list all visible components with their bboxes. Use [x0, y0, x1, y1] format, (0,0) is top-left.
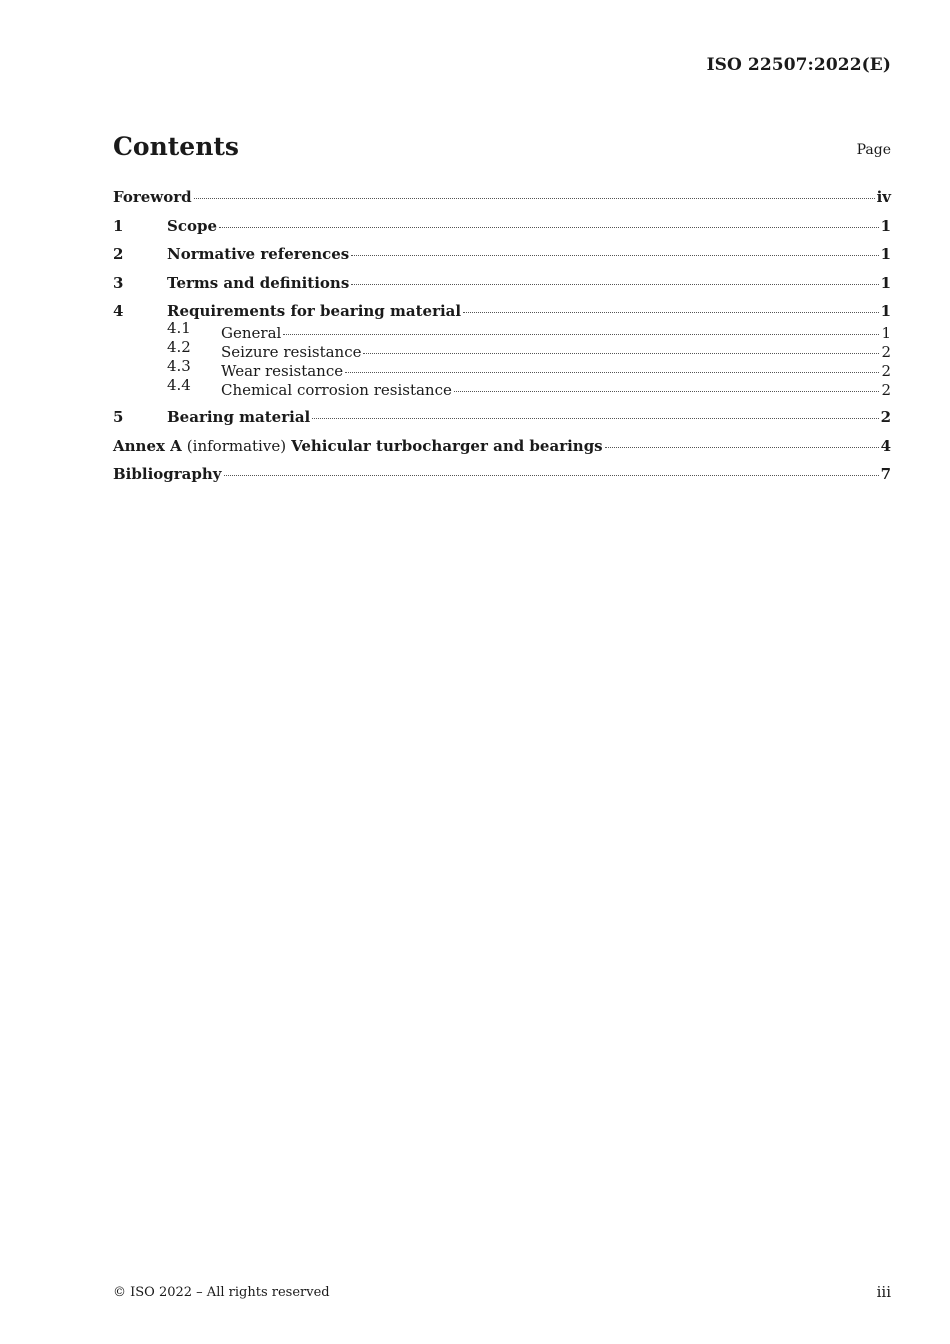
toc-entry-title: Foreword — [113, 188, 192, 206]
toc-entry-requirements[interactable] — [113, 299, 891, 321]
dot-leader — [363, 353, 879, 354]
toc-entry-title: Vehicular turbocharger and bearings — [291, 436, 603, 455]
toc-entry-number: 4 — [113, 302, 124, 321]
toc-entry-title: Terms and definitions — [167, 273, 350, 292]
toc-entry-bibliography[interactable] — [113, 462, 891, 491]
page-title: Contents — [113, 132, 240, 161]
toc-entry-foreword[interactable] — [113, 185, 891, 214]
toc-entry-page: 7 — [880, 465, 891, 484]
toc-entry-page: 2 — [880, 408, 891, 427]
dot-leader — [605, 447, 879, 448]
toc-subentry-page: 2 — [881, 342, 891, 361]
toc-entry-annex-label: Annex A — [113, 436, 182, 455]
dot-leader — [345, 372, 879, 373]
copyright-notice: © ISO 2022 – All rights reserved — [113, 1285, 330, 1300]
toc-entry-title: Bearing material — [167, 408, 311, 427]
toc-entry-title: Scope — [167, 216, 218, 235]
toc-subentry-number: 4.2 — [167, 337, 191, 356]
document-identifier: ISO 22507:2022(E) — [706, 55, 891, 75]
toc-entry-page: 1 — [880, 216, 891, 235]
toc-entry-page: iv — [876, 188, 891, 206]
dot-leader — [463, 312, 878, 313]
toc-entry-normative-references[interactable] — [113, 242, 891, 271]
toc-subentry-chemical-corrosion-resistance[interactable] — [113, 376, 891, 405]
dot-leader — [351, 255, 878, 256]
toc-entry-page: 1 — [880, 302, 891, 321]
toc-entry-bearing-material[interactable] — [113, 405, 891, 434]
toc-entry-title: Requirements for bearing material — [167, 302, 462, 321]
page-column-label: Page — [856, 142, 891, 158]
toc-entry-number: 1 — [113, 216, 124, 235]
toc-entry-annex-a[interactable] — [113, 434, 891, 463]
toc-subentry-number: 4.4 — [167, 376, 191, 395]
toc-subentry-number: 4.1 — [167, 318, 191, 337]
dot-leader — [351, 284, 878, 285]
toc-subentry-title: General — [221, 323, 282, 342]
toc-subentry-title: Wear resistance — [221, 361, 344, 380]
toc-entry-scope[interactable] — [113, 214, 891, 243]
toc-entry-page: 1 — [880, 245, 891, 264]
toc-entry-title: Bibliography — [113, 465, 222, 484]
dot-leader — [312, 418, 878, 419]
table-of-contents — [113, 185, 891, 491]
toc-entry-page: 4 — [880, 436, 891, 455]
toc-entry-number: 3 — [113, 273, 124, 292]
toc-subentry-page: 2 — [881, 381, 891, 400]
dot-leader — [454, 391, 880, 392]
toc-entry-title: Normative references — [167, 245, 350, 264]
toc-entry-number: 2 — [113, 245, 124, 264]
toc-subentry-title: Seizure resistance — [221, 342, 362, 361]
toc-subentry-page: 2 — [881, 361, 891, 380]
toc-subentry-title: Chemical corrosion resistance — [221, 381, 452, 400]
toc-subentry-number: 4.3 — [167, 356, 191, 375]
toc-entry-terms-and-definitions[interactable] — [113, 271, 891, 300]
toc-subentry-page: 1 — [881, 323, 891, 342]
dot-leader — [224, 475, 879, 476]
page-number: iii — [876, 1283, 891, 1301]
toc-entry-page: 1 — [880, 273, 891, 292]
toc-entry-annex-note: (informative) — [186, 436, 287, 455]
dot-leader — [194, 198, 875, 199]
dot-leader — [283, 334, 879, 335]
dot-leader — [219, 227, 879, 228]
toc-entry-number: 5 — [113, 408, 124, 427]
